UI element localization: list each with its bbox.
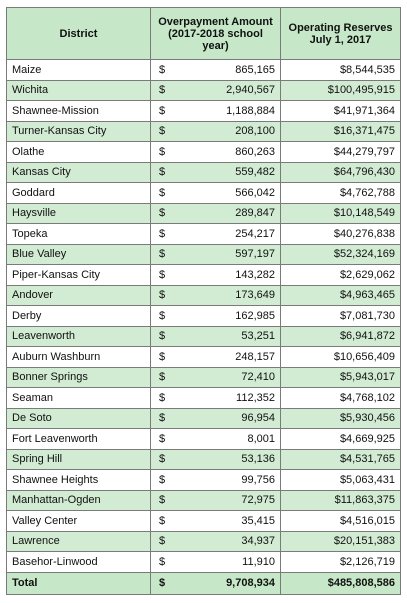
district-cell: Manhattan-Ogden (7, 490, 151, 511)
total-row (7, 572, 401, 594)
district-cell: Kansas City (7, 162, 151, 183)
currency-cell: $ (151, 203, 171, 224)
reserves-cell: $4,762,788 (281, 183, 401, 204)
reserves-cell: $10,656,409 (281, 347, 401, 368)
overpayment-cell: 143,282 (171, 265, 281, 286)
district-cell: Basehor-Linwood (7, 552, 151, 573)
reserves-cell: $41,971,364 (281, 101, 401, 122)
currency-cell: $ (151, 183, 171, 204)
reserves-cell: $4,669,925 (281, 429, 401, 450)
table-row (7, 408, 401, 429)
currency-cell: $ (151, 531, 171, 552)
reserves-cell: $52,324,169 (281, 244, 401, 265)
district-cell: Maize (7, 60, 151, 81)
table-row (7, 142, 401, 163)
table-row (7, 265, 401, 286)
table-row (7, 244, 401, 265)
overpayment-cell: 53,251 (171, 326, 281, 347)
total-label: Total (7, 572, 151, 594)
overpayment-cell: 173,649 (171, 285, 281, 306)
currency-cell: $ (151, 142, 171, 163)
table-body (7, 60, 401, 573)
reserves-cell: $6,941,872 (281, 326, 401, 347)
table-row (7, 183, 401, 204)
reserves-cell: $4,516,015 (281, 511, 401, 532)
currency-cell: $ (151, 490, 171, 511)
currency-cell: $ (151, 367, 171, 388)
overpayment-cell: 35,415 (171, 511, 281, 532)
reserves-cell: $8,544,535 (281, 60, 401, 81)
currency-cell: $ (151, 265, 171, 286)
overpayment-cell: 865,165 (171, 60, 281, 81)
district-cell: Derby (7, 306, 151, 327)
currency-cell: $ (151, 347, 171, 368)
district-cell: Wichita (7, 80, 151, 101)
reserves-cell: $10,148,549 (281, 203, 401, 224)
district-cell: Topeka (7, 224, 151, 245)
overpayment-cell: 11,910 (171, 552, 281, 573)
district-cell: Shawnee Heights (7, 470, 151, 491)
currency-cell: $ (151, 121, 171, 142)
currency-cell: $ (151, 244, 171, 265)
reserves-cell: $7,081,730 (281, 306, 401, 327)
table-row (7, 490, 401, 511)
table-row (7, 80, 401, 101)
reserves-cell: $100,495,915 (281, 80, 401, 101)
currency-cell: $ (151, 306, 171, 327)
currency-cell: $ (151, 80, 171, 101)
overpayment-cell: 8,001 (171, 429, 281, 450)
overpayment-table (6, 7, 401, 595)
table-row (7, 203, 401, 224)
district-cell: Valley Center (7, 511, 151, 532)
district-cell: Haysville (7, 203, 151, 224)
reserves-cell: $44,279,797 (281, 142, 401, 163)
district-cell: Auburn Washburn (7, 347, 151, 368)
district-cell: Shawnee-Mission (7, 101, 151, 122)
total-currency: $ (151, 572, 171, 594)
district-cell: Seaman (7, 388, 151, 409)
currency-cell: $ (151, 449, 171, 470)
header-reserves: Operating Reserves July 1, 2017 (281, 8, 401, 60)
currency-cell: $ (151, 326, 171, 347)
overpayment-cell: 162,985 (171, 306, 281, 327)
currency-cell: $ (151, 388, 171, 409)
reserves-cell: $64,796,430 (281, 162, 401, 183)
reserves-cell: $5,930,456 (281, 408, 401, 429)
currency-cell: $ (151, 429, 171, 450)
overpayment-cell: 559,482 (171, 162, 281, 183)
overpayment-cell: 254,217 (171, 224, 281, 245)
district-cell: De Soto (7, 408, 151, 429)
table-row (7, 162, 401, 183)
header-row (7, 8, 401, 60)
overpayment-cell: 72,975 (171, 490, 281, 511)
overpayment-cell: 248,157 (171, 347, 281, 368)
overpayment-cell: 289,847 (171, 203, 281, 224)
table-row (7, 285, 401, 306)
district-cell: Lawrence (7, 531, 151, 552)
table-row (7, 121, 401, 142)
total-amount: 9,708,934 (171, 572, 281, 594)
overpayment-cell: 566,042 (171, 183, 281, 204)
reserves-cell: $5,063,431 (281, 470, 401, 491)
overpayment-cell: 72,410 (171, 367, 281, 388)
table-row (7, 60, 401, 81)
district-cell: Fort Leavenworth (7, 429, 151, 450)
currency-cell: $ (151, 101, 171, 122)
overpayment-cell: 597,197 (171, 244, 281, 265)
district-cell: Goddard (7, 183, 151, 204)
district-cell: Leavenworth (7, 326, 151, 347)
currency-cell: $ (151, 224, 171, 245)
table-row (7, 449, 401, 470)
district-cell: Andover (7, 285, 151, 306)
district-cell: Spring Hill (7, 449, 151, 470)
reserves-cell: $5,943,017 (281, 367, 401, 388)
district-cell: Turner-Kansas City (7, 121, 151, 142)
total-reserves: $485,808,586 (281, 572, 401, 594)
reserves-cell: $2,629,062 (281, 265, 401, 286)
overpayment-cell: 860,263 (171, 142, 281, 163)
table-row (7, 552, 401, 573)
currency-cell: $ (151, 552, 171, 573)
overpayment-cell: 208,100 (171, 121, 281, 142)
overpayment-cell: 53,136 (171, 449, 281, 470)
reserves-cell: $4,963,465 (281, 285, 401, 306)
overpayment-cell: 112,352 (171, 388, 281, 409)
header-overpayment: Overpayment Amount (2017-2018 school year) (151, 8, 281, 60)
currency-cell: $ (151, 60, 171, 81)
overpayment-cell: 1,188,884 (171, 101, 281, 122)
currency-cell: $ (151, 511, 171, 532)
table-row (7, 224, 401, 245)
district-cell: Olathe (7, 142, 151, 163)
currency-cell: $ (151, 162, 171, 183)
overpayment-cell: 99,756 (171, 470, 281, 491)
reserves-cell: $2,126,719 (281, 552, 401, 573)
reserves-cell: $4,768,102 (281, 388, 401, 409)
reserves-cell: $40,276,838 (281, 224, 401, 245)
currency-cell: $ (151, 470, 171, 491)
table-row (7, 367, 401, 388)
currency-cell: $ (151, 408, 171, 429)
overpayment-cell: 96,954 (171, 408, 281, 429)
table-row (7, 326, 401, 347)
table-row (7, 511, 401, 532)
header-district: District (7, 8, 151, 60)
table-row (7, 388, 401, 409)
table-row (7, 306, 401, 327)
reserves-cell: $4,531,765 (281, 449, 401, 470)
table-row (7, 347, 401, 368)
table-row (7, 101, 401, 122)
currency-cell: $ (151, 285, 171, 306)
table-row (7, 429, 401, 450)
overpayment-cell: 34,937 (171, 531, 281, 552)
table-row (7, 531, 401, 552)
table-row (7, 470, 401, 491)
reserves-cell: $16,371,475 (281, 121, 401, 142)
reserves-cell: $20,151,383 (281, 531, 401, 552)
district-cell: Bonner Springs (7, 367, 151, 388)
district-cell: Blue Valley (7, 244, 151, 265)
reserves-cell: $11,863,375 (281, 490, 401, 511)
overpayment-cell: 2,940,567 (171, 80, 281, 101)
district-cell: Piper-Kansas City (7, 265, 151, 286)
